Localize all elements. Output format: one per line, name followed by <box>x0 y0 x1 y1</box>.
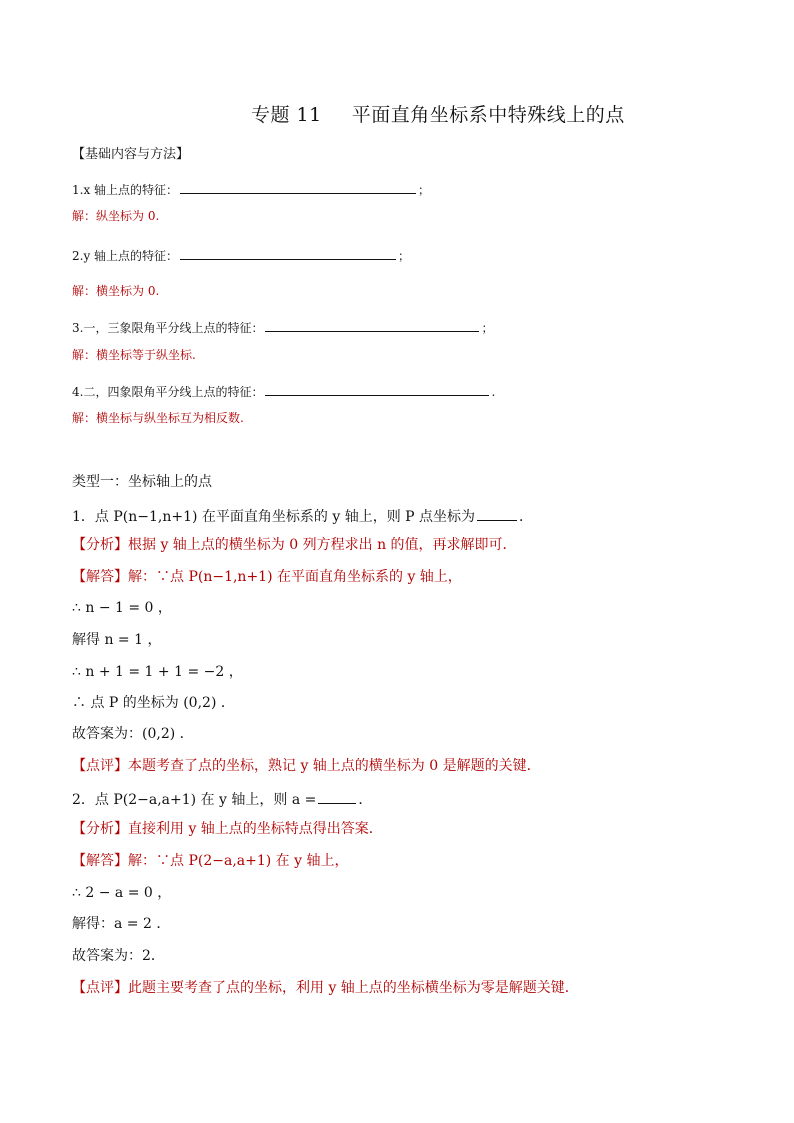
basic-question-1: 1.x 轴上点的特征： ； <box>72 180 430 196</box>
problem-2-step: ∴ 2 − a = 0 ， <box>72 885 172 901</box>
problem-1-step: 故答案为：(0,2) ． <box>72 726 194 742</box>
answer-blank <box>265 382 489 396</box>
answer-blank <box>477 507 517 521</box>
answer-blank <box>265 318 479 332</box>
answer-blank <box>180 180 416 194</box>
problem-2-step: 解得：a = 2 ． <box>72 916 171 932</box>
section-heading: 【基础内容与方法】 <box>72 147 190 162</box>
basic-answer-4: 解：横坐标与纵坐标互为相反数. <box>72 411 244 425</box>
problem-2-comment: 【点评】此题主要考查了点的坐标，利用 y 轴上点的坐标横坐标为零是解题关键． <box>72 980 579 996</box>
problem-2-step: 故答案为：2． <box>72 948 165 964</box>
problem-1-analysis: 【分析】根据 y 轴上点的横坐标为 0 列方程求出 n 的值，再求解即可． <box>72 537 517 553</box>
basic-answer-2: 解：横坐标为 0. <box>72 284 160 298</box>
title-main: 平面直角坐标系中特殊线上的点 <box>351 104 625 126</box>
basic-question-4: 4.二，四象限角平分线上点的特征： . <box>72 382 495 398</box>
problem-1-question: 1．点 P(n−1,n+1) 在平面直角坐标系的 y 轴上，则 P 点坐标为 ． <box>72 509 534 525</box>
problem-1-comment: 【点评】本题考查了点的坐标，熟记 y 轴上点的横坐标为 0 是解题的关键． <box>72 758 541 774</box>
title-prefix: 专题 11 <box>251 104 322 126</box>
problem-1-step: ∴ n − 1 = 0 ， <box>72 600 172 616</box>
problem-2-solution-head: 【解答】解：∵点 P(2−a,a+1) 在 y 轴上， <box>72 853 349 869</box>
problem-2-question: 2．点 P(2−a,a+1) 在 y 轴上，则 a = ． <box>72 792 373 808</box>
page-title <box>251 106 625 125</box>
answer-blank <box>318 790 356 804</box>
basic-question-2: 2.y 轴上点的特征： ； <box>72 246 410 262</box>
problem-1-solution-head: 【解答】解：∵点 P(n−1,n+1) 在平面直角坐标系的 y 轴上， <box>72 569 462 585</box>
basic-question-3: 3.一，三象限角平分线上点的特征： ； <box>72 318 493 334</box>
problem-1-step: ∴ n + 1 = 1 + 1 = −2 ， <box>72 664 243 680</box>
answer-blank <box>180 246 396 260</box>
problem-2-analysis: 【分析】直接利用 y 轴上点的坐标特点得出答案． <box>72 821 383 837</box>
basic-answer-3: 解：横坐标等于纵坐标. <box>72 348 196 362</box>
basic-answer-1: 解：纵坐标为 0. <box>72 209 160 223</box>
problem-1-step: ∴ 点 P 的坐标为 (0,2) ． <box>72 695 235 711</box>
problem-1-step: 解得 n = 1 ， <box>72 632 162 648</box>
type-heading: 类型一：坐标轴上的点 <box>72 474 212 490</box>
